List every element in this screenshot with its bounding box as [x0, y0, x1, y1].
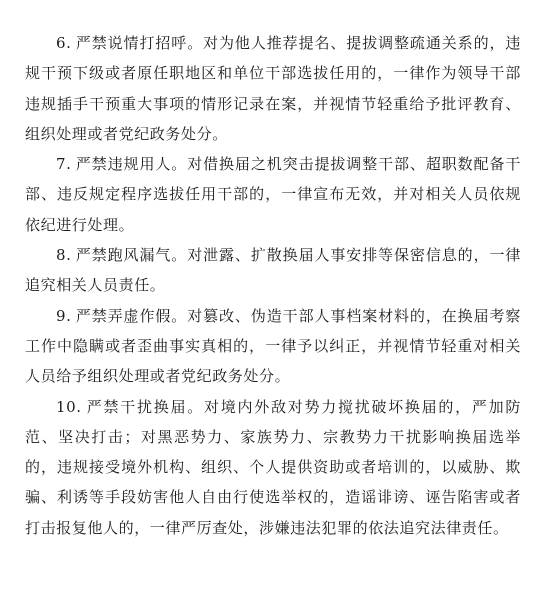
paragraph-number: 6.: [56, 34, 72, 52]
paragraph-number: 7.: [56, 155, 72, 174]
paragraph-text: 严禁跑风漏气。对泄露、扩散换届人事安排等保密信息的，一律追究相关人员责任。: [25, 246, 521, 295]
paragraph-10: [25, 392, 521, 543]
paragraph-text: 严禁弄虚作假。对篡改、伪造干部人事档案材料的，在换届考察工作中隐瞒或者歪曲事实真相的，一律予以纠正，并视情节轻重对相关人员给予组织处理或者党纪政务处分。: [25, 306, 521, 386]
paragraph-text: 严禁说情打招呼。对为他人推荐提名、提拔调整疏通关系的，违规干预下级或者原任职地区和单位干部选拔任用的，一律作为领导干部违规插手干预重大事项的情形记录在案，并视情节轻重给予批评教育、组织处理或者党纪政务处分。: [25, 34, 521, 143]
paragraph-text: 严禁干扰换届。对境内外敌对势力搅扰破坏换届的，严加防范、坚决打击；对黑恶势力、家族势力、宗教势力干扰影响换届选举的，违规接受境外机构、组织、个人提供资助或者培训的，以威胁、欺骗、利诱等手段妨害他人自由行使选举权的，造谣诽谤、诬告陷害或者打击报复他人的，一律严厉查处，涉嫌违法犯罪的依法追究法律责任。: [25, 397, 521, 537]
paragraph-text: 严禁违规用人。对借换届之机突击提拔调整干部、超职数配备干部、违反规定程序选拔任用干部的，一律宣布无效，并对相关人员依规依纪进行处理。: [25, 155, 521, 234]
paragraph-7: [25, 149, 521, 240]
paragraph-number: 8.: [56, 246, 72, 265]
regulation-text: [25, 28, 521, 543]
paragraph-number: 10.: [56, 397, 82, 416]
paragraph-6: [25, 28, 521, 149]
paragraph-9: [25, 301, 521, 392]
paragraph-number: 9.: [56, 306, 72, 325]
paragraph-8: [25, 240, 521, 301]
